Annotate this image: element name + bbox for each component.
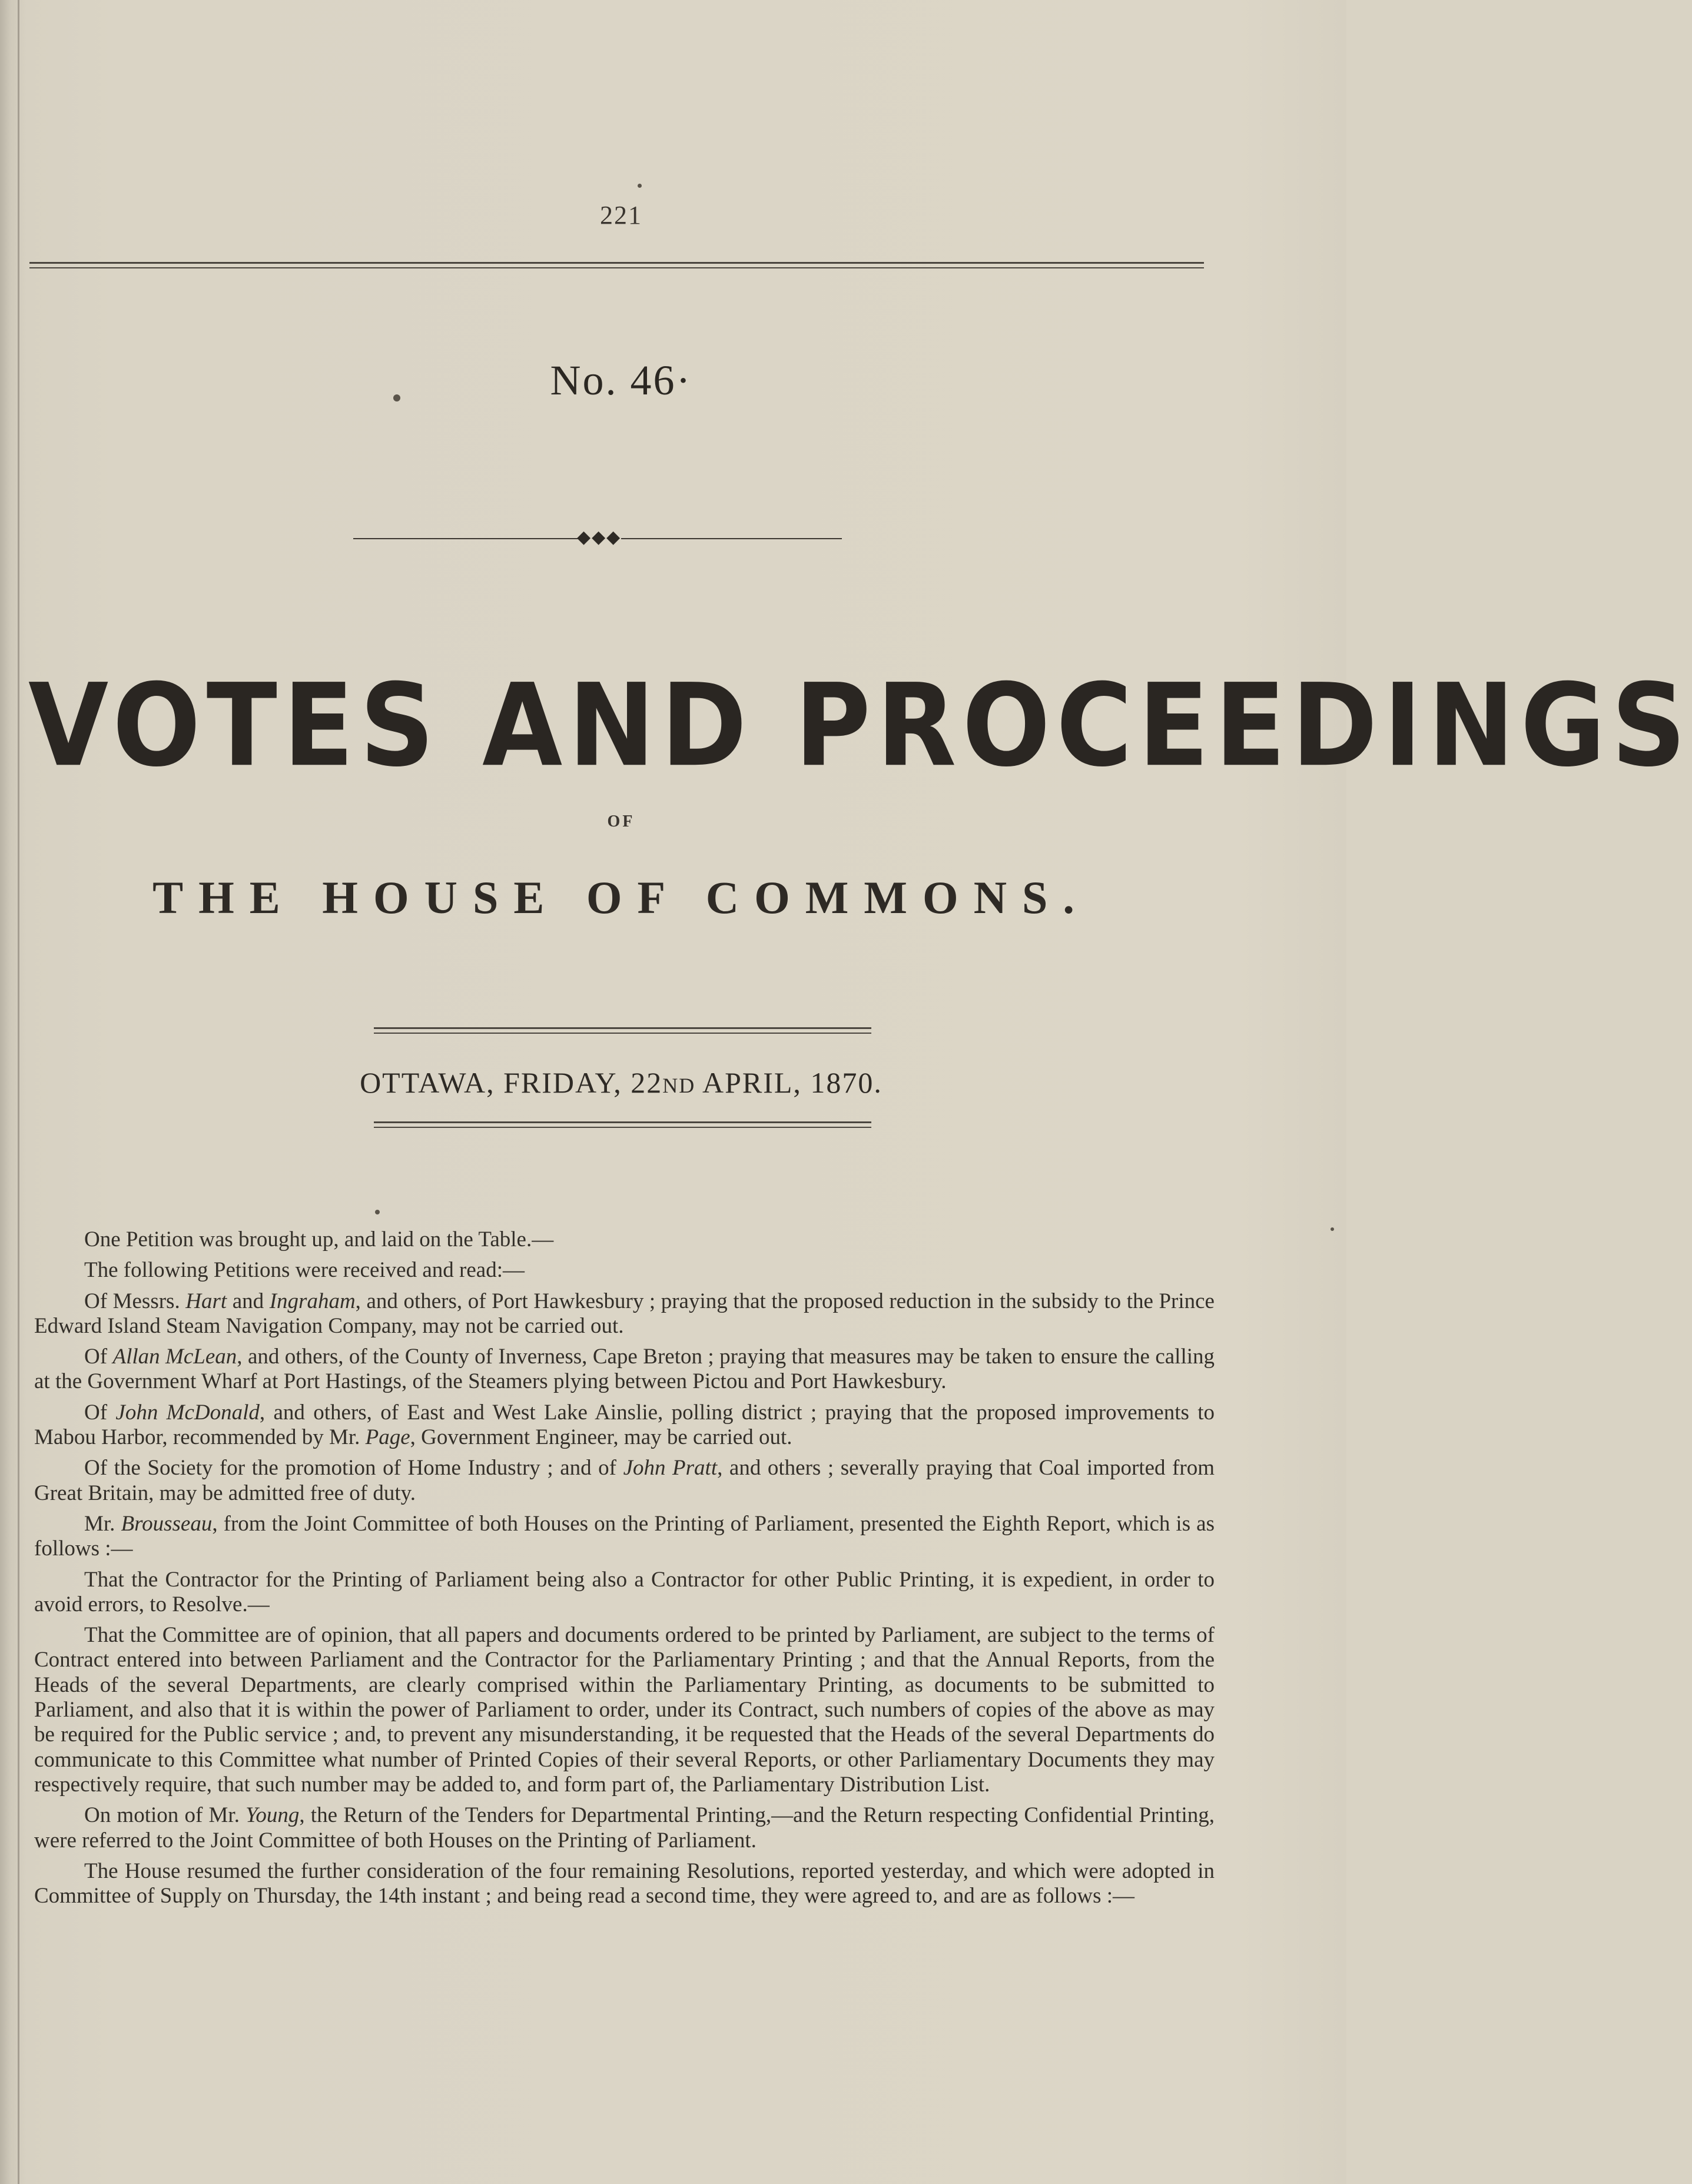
italic-name: John McDonald xyxy=(115,1400,260,1425)
italic-name: Ingraham xyxy=(269,1289,356,1313)
italic-name: Allan McLean xyxy=(112,1345,237,1369)
dateline-rule-bottom xyxy=(374,1121,871,1128)
dateline-place-day: OTTAWA, FRIDAY, xyxy=(360,1066,622,1099)
paragraph-text: That the Contractor for the Printing of Parliament being also a Contractor for other Public Printing, it is expedient, in order to avoid errors, to Resolve.— xyxy=(34,1567,1215,1617)
paragraph-text: The following Petitions were received and read:— xyxy=(84,1258,525,1283)
paragraph-text: Of xyxy=(84,1400,116,1425)
dateline-month-year: APRIL, 1870. xyxy=(702,1066,883,1099)
proceedings-body xyxy=(34,1227,1215,1914)
italic-name: Brousseau xyxy=(121,1511,213,1536)
italic-name: John Pratt xyxy=(623,1456,718,1481)
paragraph-text: , and others, of East and West Lake Ainslie, polling district ; praying that the proposed improvements to Mabou Harbor, recommended by Mr. xyxy=(34,1400,1215,1450)
paragraph-text: That the Committee are of opinion, that all papers and documents ordered to be printed by Parliament, are subject to the terms of Contract entered into between Parliament and the Contractor for the Parliamentary Printing ; and that the Annual Reports, from the Heads of the several Departments, are clearly comprised within the Parliamentary Printing, as documents to be submitted to Parliament, and also that it is within the power of Parliament to order, under its Contract, such numbers of copies of the above as may be required for the Public service ; and, to prevent any misunderstanding, it be requested that the Heads of the several Departments do communicate to this Committee what number of Printed Copies of their several Reports, or other Parliamentary Documents they may respectively require, that such number may be added to, and form part of, the Parliamentary Distribution List. xyxy=(34,1623,1215,1797)
header-double-rule xyxy=(29,262,1204,268)
paragraph-text: Mr. xyxy=(84,1511,121,1536)
italic-name: Hart xyxy=(185,1289,227,1313)
dateline-day: 22 xyxy=(631,1066,663,1099)
paragraph xyxy=(34,1803,1215,1853)
paragraph xyxy=(34,1512,1215,1562)
paragraph-text: , the Return of the Tenders for Departmental Printing,—and the Return respecting Confidential Printing, were referred to the Joint Committee of both Houses on the Printing of Parliament. xyxy=(34,1803,1215,1853)
ink-speck xyxy=(375,1210,380,1214)
page-number: 221 xyxy=(600,201,642,230)
paragraph xyxy=(34,1227,1215,1252)
paragraph xyxy=(34,1456,1215,1506)
ornament-glyph: ◆◆◆ xyxy=(577,527,622,547)
document-title: VOTES AND PROCEEDINGS xyxy=(28,659,1692,792)
paragraph-text: and xyxy=(227,1289,270,1313)
paragraph-text: Of the Society for the promotion of Home Industry ; and of xyxy=(84,1456,623,1481)
paragraph-text: , Government Engineer, may be carried out. xyxy=(410,1425,792,1450)
paragraph xyxy=(34,1859,1215,1909)
paragraph-text: , and others, of the County of Inverness, Cape Breton ; praying that measures may be taken to ensure the calling at the Government Wharf at Port Hastings, of the Steamers plying between Pictou and Port Hawkesbury. xyxy=(34,1345,1215,1394)
paragraph xyxy=(34,1345,1215,1395)
paragraph xyxy=(34,1623,1215,1797)
ink-speck xyxy=(638,184,642,188)
italic-name: Page xyxy=(365,1425,410,1450)
paragraph-text: On motion of Mr. xyxy=(84,1803,246,1828)
paragraph xyxy=(34,1289,1215,1339)
dateline-suffix: ND xyxy=(662,1074,696,1097)
dateline-rule-top xyxy=(374,1027,871,1034)
ornamental-rule xyxy=(353,527,842,547)
paragraph-text: , from the Joint Committee of both Houses on the Printing of Parliament, presented the Eighth Report, which is as follows :— xyxy=(34,1511,1215,1561)
paragraph xyxy=(34,1258,1215,1283)
paragraph-text: Of Messrs. xyxy=(84,1289,186,1313)
paragraph-text: , and others, of Port Hawkesbury ; praying that the proposed reduction in the subsidy to the Prince Edward Island Steam Navigation Company, may not be carried out. xyxy=(34,1289,1215,1338)
paragraph xyxy=(34,1568,1215,1618)
paragraph-text: , and others ; severally praying that Coal imported from Great Britain, may be admitted free of duty. xyxy=(34,1456,1215,1505)
title-connector: OF xyxy=(607,812,635,831)
issue-number: No. 46· xyxy=(550,357,692,404)
dateline xyxy=(0,1066,1242,1100)
paragraph xyxy=(34,1400,1215,1451)
paragraph-text: Of xyxy=(84,1345,113,1369)
italic-name: Young xyxy=(245,1803,300,1828)
document-subtitle: THE HOUSE OF COMMONS. xyxy=(152,872,1090,923)
ink-speck xyxy=(1331,1227,1334,1231)
paragraph-text: The House resumed the further consideration of the four remaining Resolutions, reported yesterday, and which were adopted in Committee of Supply on Thursday, the 14th instant ; and being read a second time, they were agreed to, and are as follows :— xyxy=(34,1858,1215,1908)
paragraph-text: One Petition was brought up, and laid on the Table.— xyxy=(84,1227,554,1252)
ink-speck xyxy=(393,394,400,401)
